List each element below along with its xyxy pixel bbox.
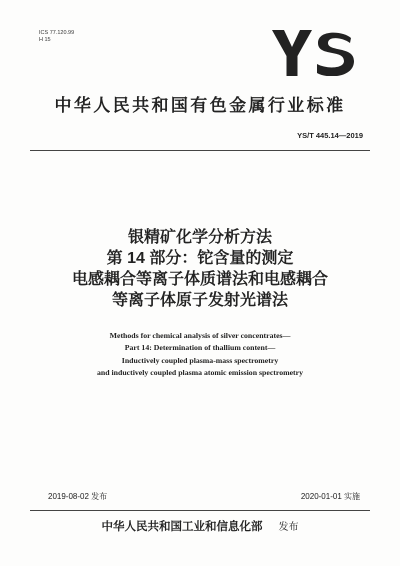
- english-title-line: and inductively coupled plasma atomic emission spectrometry: [96, 368, 304, 378]
- header-divider: [30, 150, 370, 151]
- english-title-line: Methods for chemical analysis of silver concentrates—: [109, 331, 291, 340]
- chinese-title-line: 等离子体原子发射光谱法: [111, 292, 288, 309]
- issue-date: 2019-08-02 发布: [48, 492, 108, 501]
- english-title-line: Part 14: Determination of thallium content—: [124, 343, 276, 353]
- english-title: [0, 330, 400, 380]
- english-title-line: Inductively coupled plasma-mass spectrometry: [121, 355, 279, 365]
- standard-type-title: 中华人民共和国有色金属行业标准: [54, 96, 346, 115]
- chinese-title-line: 电感耦合等离子体质谱法和电感耦合: [71, 271, 328, 288]
- issuer-name: 中华人民共和国工业和信息化部: [101, 521, 263, 533]
- footer-divider: [30, 510, 370, 511]
- implementation-date: 2020-01-01 实施: [300, 492, 360, 501]
- issuing-authority: [0, 518, 400, 534]
- ys-logo: [272, 30, 354, 76]
- chinese-title-line: 银精矿化学分析方法: [127, 229, 272, 246]
- ccs-code: H 15: [39, 37, 51, 43]
- chinese-title-line: 第 14 部分：铊含量的测定: [106, 250, 294, 267]
- standard-number: YS/T 445.14—2019: [297, 131, 363, 140]
- publish-label: 发布: [278, 522, 299, 533]
- classification-codes: [39, 30, 74, 44]
- chinese-title: [0, 227, 400, 311]
- ics-code: ICS 77.120.99: [39, 30, 75, 36]
